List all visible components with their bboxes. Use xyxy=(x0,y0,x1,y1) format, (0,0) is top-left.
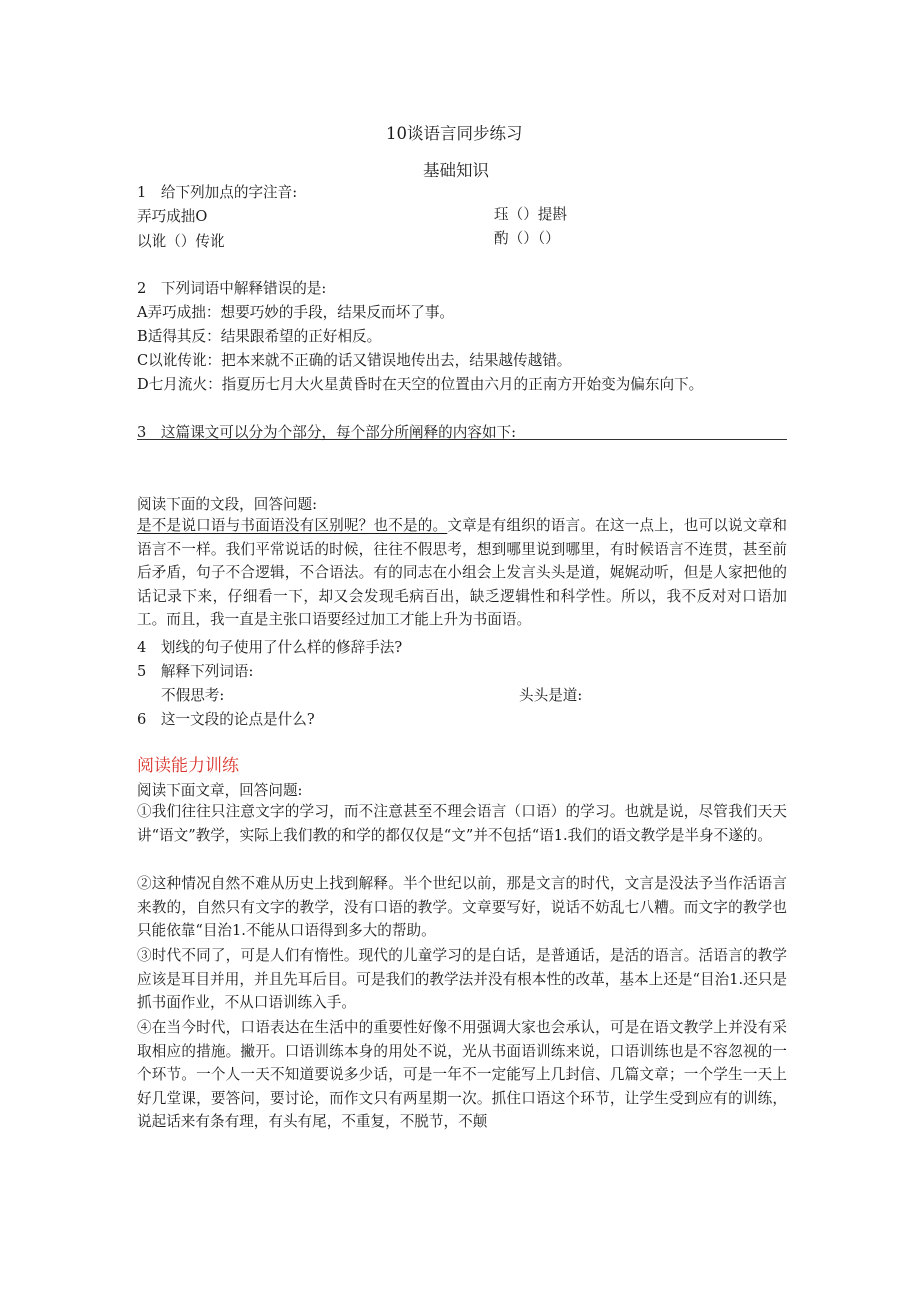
question-2-option-d: D七月流火：指夏历七月大火星黄昏时在天空的位置由六月的正南方开始变为偏东向下。 xyxy=(137,376,704,393)
question-2-stem: 2 下列词语中解释错误的是: xyxy=(137,280,327,297)
passage-2-intro: 阅读下面文章，回答问题: xyxy=(137,782,303,799)
question-1-item-left-2: 以讹（）传讹 xyxy=(137,233,225,250)
question-1-item-right-1: 珏（）提斟 xyxy=(494,206,567,223)
question-1-item-left-1: 弄巧成拙O xyxy=(137,208,208,225)
question-2-option-a: A弄巧成拙：想要巧妙的手段，结果反而坏了事。 xyxy=(137,304,455,321)
question-5-term-b: 头头是道: xyxy=(519,687,583,704)
question-2-option-b: B适得其反：结果跟希望的正好相反。 xyxy=(137,328,382,345)
question-5-term-a: 不假思考: xyxy=(161,687,225,704)
question-6: 6 这一文段的论点是什么? xyxy=(137,711,315,728)
section-title-reading: 阅读能力训练 xyxy=(137,756,239,776)
question-2-option-c: C以讹传讹：把本来就不正确的话又错误地传出去，结果越传越错。 xyxy=(137,352,572,369)
question-1-item-right-2: 酌（）（） xyxy=(494,230,560,247)
underlined-sentence: 是不是说口语与书面语没有区别呢？也不是的。 xyxy=(137,517,448,534)
question-3-stem: 3 这篇课文可以分为个部分，每个部分所阐释的内容如下: xyxy=(137,424,517,441)
passage-1-intro: 阅读下面的文段，回答问题: xyxy=(137,496,318,513)
passage-2-paragraph-1: ①我们往往只注意文字的学习，而不注意甚至不理会语言（口语）的学习。也就是说，尽管我们天天讲“语文”教学，实际上我们教的和学的都仅仅是“文”并不包括“语1.我们的语文教学是半身不遂的。 xyxy=(137,803,787,844)
question-5-stem: 5 解释下列词语: xyxy=(137,663,254,680)
question-1-stem: 1 给下列加点的字注音: xyxy=(137,184,298,201)
passage-2-paragraph-3: ③时代不同了，可是人们有惰性。现代的儿童学习的是白话，是普通话，是活的语言。活语言的教学应该是耳目并用，并且先耳后目。可是我们的教学法并没有根本性的改革，基本上还是“目治1.还只是抓书面作业，不从口语训练入手。 xyxy=(137,947,787,1012)
passage-2-paragraph-4: ④在当今时代，口语表达在生活中的重要性好像不用强调大家也会承认，可是在语文教学上并没有采取相应的措施。撇开。口语训练本身的用处不说，光从书面语训练来说，口语训练也是不容忽视的一个环节。一个人一天不知道要说多少话，可是一年不一定能写上几封信、几篇文章；一个学生一天上好几堂课，要答问，要讨论，而作文只有两星期一次。抓住口语这个环节，让学生受到应有的训练，说起话来有条有理，有头有尾，不重复，不脱节，不颠 xyxy=(137,1019,787,1131)
section-title-basics: 基础知识 xyxy=(423,161,489,180)
passage-1-text xyxy=(137,514,787,632)
question-4: 4 划线的句子使用了什么样的修辞手法? xyxy=(137,639,403,656)
page-title: 10谈语言同步练习 xyxy=(386,124,523,143)
passage-1-body: 文章是有组织的语言。在这一点上，也可以说文章和语言不一样。我们平常说话的时候，往往不假思考，想到哪里说到哪里，有时候语言不连贯，甚至前后矛盾，句子不合逻辑，不合语法。有的同志在小组会上发言头头是道，娓娓动听，但是人家把他的话记录下来，仔细看一下，却又会发现毛病百出，缺乏逻辑性和科学性。所以，我不反对对口语加工。而且，我一直是主张口语要经过加工才能上升为书面语。 xyxy=(137,517,787,629)
passage-2-paragraph-2: ②这种情况自然不难从历史上找到解释。半个世纪以前，那是文言的时代，文言是没法予当作活语言来教的，自然只有文字的教学，没有口语的教学。文章要写好，说话不妨乱七八糟。而文字的教学也只能依靠“目治1.不能从口语得到多大的帮助。 xyxy=(137,875,787,940)
answer-line xyxy=(137,439,787,440)
